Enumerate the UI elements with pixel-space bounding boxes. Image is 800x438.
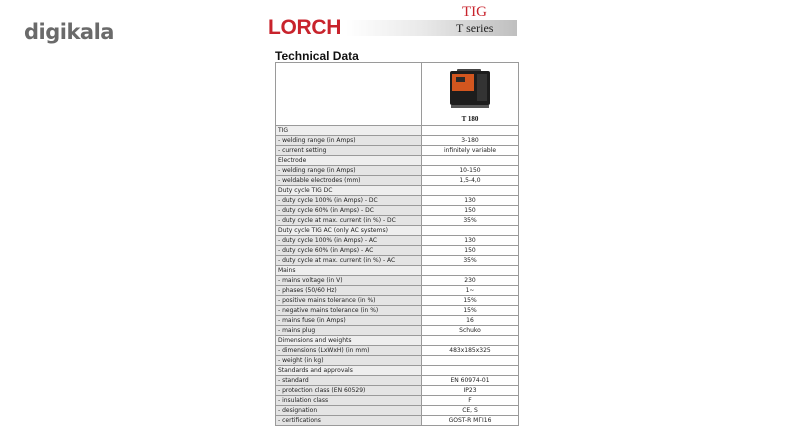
table-row (276, 146, 519, 156)
row-label: - welding range (in Amps) (276, 166, 422, 176)
row-label: - insulation class (276, 396, 422, 406)
row-value: EN 60974-01 (422, 376, 519, 386)
row-label: - dimensions (LxWxH) (in mm) (276, 346, 422, 356)
section-row (276, 186, 519, 196)
section-row (276, 126, 519, 136)
row-label: Duty cycle TIG DC (276, 186, 422, 196)
row-label: - duty cycle at max. current (in %) - AC (276, 256, 422, 266)
product-cell (422, 63, 519, 126)
table-row (276, 346, 519, 356)
row-label: - mains plug (276, 326, 422, 336)
row-label: - mains voltage (in V) (276, 276, 422, 286)
row-value: 1,5-4,0 (422, 176, 519, 186)
table-row (276, 406, 519, 416)
row-value: GOST-R MГI16 (422, 416, 519, 426)
row-value (422, 126, 519, 136)
row-value: 15% (422, 306, 519, 316)
header-empty-cell (276, 63, 422, 126)
row-value: Schuko (422, 326, 519, 336)
row-value: IP23 (422, 386, 519, 396)
model-label: T 180 (461, 115, 479, 123)
section-row (276, 266, 519, 276)
table-row (276, 166, 519, 176)
table-row (276, 396, 519, 406)
digikala-logo[interactable]: digikala (24, 20, 114, 44)
row-label: - duty cycle 100% (in Amps) - DC (276, 196, 422, 206)
row-label: Mains (276, 266, 422, 276)
row-label: - duty cycle at max. current (in %) - DC (276, 216, 422, 226)
table-row (276, 246, 519, 256)
row-label: - weldable electrodes (mm) (276, 176, 422, 186)
series-label: T series (456, 21, 494, 35)
welding-machine-icon (448, 69, 492, 109)
row-label: - duty cycle 60% (in Amps) - AC (276, 246, 422, 256)
row-label: - weight (in kg) (276, 356, 422, 366)
row-label: - positive mains tolerance (in %) (276, 296, 422, 306)
table-row (276, 316, 519, 326)
row-value: 150 (422, 206, 519, 216)
table-row (276, 326, 519, 336)
table-row (276, 356, 519, 366)
table-header-row (276, 63, 519, 126)
row-label: - welding range (in Amps) (276, 136, 422, 146)
row-value: CE, S (422, 406, 519, 416)
table-row (276, 376, 519, 386)
row-value (422, 156, 519, 166)
table-row (276, 206, 519, 216)
row-label: - protection class (EN 60529) (276, 386, 422, 396)
row-label: - duty cycle 60% (in Amps) - DC (276, 206, 422, 216)
row-value: F (422, 396, 519, 406)
row-label: - negative mains tolerance (in %) (276, 306, 422, 316)
row-value: 230 (422, 276, 519, 286)
section-row (276, 156, 519, 166)
row-label: - duty cycle 100% (in Amps) - AC (276, 236, 422, 246)
row-label: Duty cycle TIG AC (only AC systems) (276, 226, 422, 236)
table-row (276, 216, 519, 226)
row-value: 150 (422, 246, 519, 256)
row-value (422, 266, 519, 276)
row-value: 15% (422, 296, 519, 306)
row-value: infinitely variable (422, 146, 519, 156)
row-value: 1~ (422, 286, 519, 296)
table-row (276, 416, 519, 426)
row-value: 130 (422, 196, 519, 206)
row-label: - standard (276, 376, 422, 386)
row-value: 3-180 (422, 136, 519, 146)
row-label: - current setting (276, 146, 422, 156)
table-row (276, 306, 519, 316)
row-value (422, 366, 519, 376)
row-value: 16 (422, 316, 519, 326)
section-row (276, 366, 519, 376)
section-row (276, 226, 519, 236)
row-label: - mains fuse (in Amps) (276, 316, 422, 326)
table-row (276, 296, 519, 306)
row-label: Dimensions and weights (276, 336, 422, 346)
row-value: 10-150 (422, 166, 519, 176)
row-value: 35% (422, 216, 519, 226)
lorch-logo: LORCH (268, 16, 342, 39)
category-title: TIG (462, 4, 487, 20)
row-value (422, 356, 519, 366)
section-row (276, 336, 519, 346)
row-label: Standards and approvals (276, 366, 422, 376)
row-value (422, 186, 519, 196)
technical-data-table (275, 62, 519, 426)
row-label: - phases (50/60 Hz) (276, 286, 422, 296)
row-value: 35% (422, 256, 519, 266)
table-row (276, 176, 519, 186)
row-value (422, 226, 519, 236)
table-row (276, 276, 519, 286)
row-value (422, 336, 519, 346)
table-row (276, 286, 519, 296)
table-row (276, 256, 519, 266)
table-row (276, 136, 519, 146)
row-value: 483x185x325 (422, 346, 519, 356)
row-label: - certifications (276, 416, 422, 426)
row-value: 130 (422, 236, 519, 246)
table-row (276, 196, 519, 206)
row-label: Electrode (276, 156, 422, 166)
row-label: TIG (276, 126, 422, 136)
table-row (276, 236, 519, 246)
row-label: - designation (276, 406, 422, 416)
table-row (276, 386, 519, 396)
section-title: Technical Data (275, 49, 359, 63)
